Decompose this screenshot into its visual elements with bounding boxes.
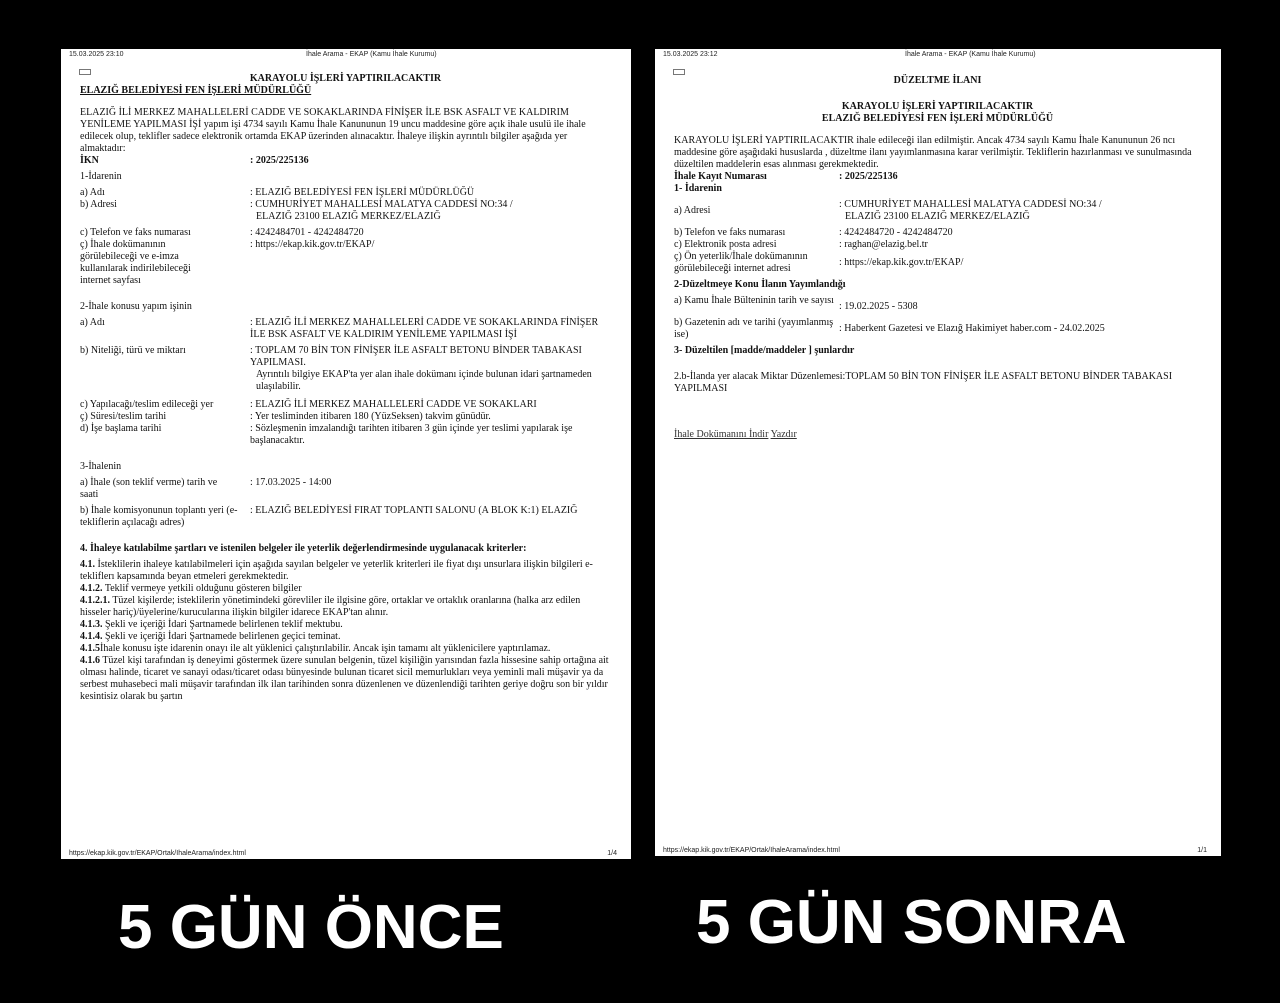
field-label: b) Gazetenin adı ve tarihi (yayımlanmış ise) (674, 317, 834, 340)
doc-authority: ELAZIĞ BELEDİYESİ FEN İŞLERİ MÜDÜRLÜĞÜ (80, 85, 312, 96)
criteria-item: 4.1.2. Teklif vermeye yetkili olduğunu gösteren bilgiler (80, 583, 302, 594)
field-row (674, 295, 1201, 313)
field-label: b) Adresi (80, 199, 117, 210)
correction-text: 2.b-İlanda yer alacak Miktar Düzenlemesi:TOPLAM 50 BİN TON FİNİŞER İLE ASFALT BETONU BİNDER TABAKASI YAPILMASI (674, 371, 1173, 394)
criteria-item: 4.1.2.1. Tüzel kişilerde; isteklilerin yönetimindeki görevliler ile ilgisine göre, ortaklar ve ortaklık oranlarına (halka arz edilen hisseler hariç)/üyelerine/kurucularına ilişkin bilgiler idarece EKAP'tan alınır. (80, 595, 581, 618)
criteria-item: 4.1.4. Şekli ve içeriği İdari Şartnamede belirlenen geçici teminat. (80, 631, 341, 642)
document-after (655, 49, 1221, 856)
field-value: : 4242484720 - 4242484720 (839, 227, 953, 238)
section-heading: 3-İhalenin (80, 461, 122, 472)
field-label: d) İşe başlama tarihi (80, 423, 162, 434)
ikn-label: İhale Kayıt Numarası (674, 171, 767, 182)
section-heading: 3- Düzeltilen [madde/maddeler ] şunlardır (674, 345, 855, 356)
field-value: : ELAZIĞ İLİ MERKEZ MAHALLELERİ CADDE VE SOKAKLARINDA FİNİŞER İLE BSK ASFALT VE KALDIRIM YENİLEME YAPILMASI İŞİ (250, 317, 599, 340)
field-label: c) Yapılacağı/teslim edileceği yer (80, 399, 214, 410)
field-row (80, 239, 611, 287)
doc-links (674, 429, 1201, 441)
doc-authority: ELAZIĞ BELEDİYESİ FEN İŞLERİ MÜDÜRLÜĞÜ (821, 113, 1054, 124)
field-row (674, 199, 1201, 223)
section-heading: 1-İdarenin (80, 171, 122, 182)
section-4-heading: 4. İhaleye katılabilme şartları ve istenilen belgeler ile yeterlik değerlendirmesinde uygulanacak kriterler: (80, 543, 527, 554)
doc-intro: ELAZIĞ İLİ MERKEZ MAHALLELERİ CADDE VE SOKAKLARINDA FİNİŞER İLE BSK ASFALT VE KALDIRIM YENİLEME YAPILMASI İŞİ yapım işi 4734 sayılı Kamu İhale Kanununun 19 uncu maddesine göre açık ihale usulü ile ihale edilecek olup, teklifler sadece elektronik ortamda EKAP üzerinden alınacaktır. İhaleye ilişkin ayrıntılı bilgiler aşağıda yer almaktadır: (80, 107, 586, 154)
field-label: b) İhale komisyonunun toplantı yeri (e-tekliflerin açılacağı adres) (80, 505, 238, 528)
field-row (80, 187, 611, 199)
field-value: : 4242484701 - 4242484720 (250, 227, 364, 238)
section-heading: 2-İhale konusu yapım işinin (80, 301, 192, 312)
criteria-item: 4.1.5İhale konusu işte idarenin onayı ile alt yüklenici çalıştırılabilir. Ancak işin tamamı alt yüklenicilere yaptırılamaz. (80, 643, 551, 654)
field-row (674, 317, 1201, 341)
correction-heading: DÜZELTME İLANI (893, 75, 982, 86)
field-value: : Sözleşmenin imzalandığı tarihten itibaren 3 gün içinde yer teslimi yapılarak işe başlanacaktır. (250, 423, 573, 446)
field-value: : ELAZIĞ BELEDİYESİ FEN İŞLERİ MÜDÜRLÜĞÜ (250, 187, 475, 198)
field-value-cont: ELAZIĞ 23100 ELAZIĞ MERKEZ/ELAZIĞ (256, 211, 441, 222)
field-value: : TOPLAM 70 BİN TON FİNİŞER İLE ASFALT BETONU BİNDER TABAKASI YAPILMASI. (250, 345, 582, 368)
ikn-value: : 2025/225136 (839, 171, 898, 182)
print-footer-url: https://ekap.kik.gov.tr/EKAP/Ortak/IhaleArama/index.html (69, 850, 246, 857)
document-body (80, 73, 611, 703)
field-value: : raghan@elazig.bel.tr (839, 239, 928, 250)
ikn-row (80, 155, 611, 167)
field-row (80, 199, 611, 223)
print-footer-page: 1/4 (607, 850, 617, 857)
section-heading: 1- İdarenin (674, 183, 722, 194)
print-footer-page: 1/1 (1197, 847, 1207, 854)
criteria-list (80, 559, 611, 703)
field-row (80, 477, 611, 501)
field-value: : https://ekap.kik.gov.tr/EKAP/ (839, 257, 964, 268)
criteria-item: 4.1.6 Tüzel kişi tarafından iş deneyimi göstermek üzere sunulan belgenin, tüzel kişiliğin yarısından fazla hissesine sahip ortağına ait olması halinde, ticaret ve sanayi odası/ticaret odası bünyesinde bulunan ticaret sicil memurlukları veya yeminli mali müşavir ya da serbest muhasebeci mali müşavir tarafından ilk ilan tarihinden sonra düzenlenen ve düzenlendiği tarihten geriye doğru son bir yıldır kesintisiz olarak bu şartın (80, 655, 609, 702)
doc-title: KARAYOLU İŞLERİ YAPTIRILACAKTIR (841, 101, 1034, 112)
print-header-title: İhale Arama - EKAP (Kamu İhale Kurumu) (306, 51, 437, 58)
field-value: : Haberkent Gazetesi ve Elazığ Hakimiyet haber.com - 24.02.2025 (839, 323, 1105, 334)
field-label: a) Adresi (674, 205, 711, 216)
field-label: b) Niteliği, türü ve miktarı (80, 345, 186, 356)
field-value: : ELAZIĞ BELEDİYESİ FIRAT TOPLANTI SALONU (A BLOK K:1) ELAZIĞ (250, 505, 578, 516)
field-value: : 19.02.2025 - 5308 (839, 301, 918, 312)
field-value: : 17.03.2025 - 14:00 (250, 477, 332, 488)
field-label: a) İhale (son teklif verme) tarih ve saati (80, 477, 218, 500)
print-header-date: 15.03.2025 23:12 (663, 51, 718, 58)
field-row (674, 251, 1201, 275)
field-label: c) Telefon ve faks numarası (80, 227, 191, 238)
field-row (80, 423, 611, 447)
field-row (80, 317, 611, 341)
field-label: a) Adı (80, 317, 105, 328)
field-row (80, 345, 611, 393)
ikn-value: : 2025/225136 (250, 155, 309, 166)
section-heading: 2-Düzeltmeye Konu İlanın Yayımlandığı (674, 279, 846, 290)
field-label: c) Elektronik posta adresi (674, 239, 777, 250)
field-row (80, 227, 611, 239)
field-row (80, 399, 611, 411)
print-header-date: 15.03.2025 23:10 (69, 51, 124, 58)
doc-intro: KARAYOLU İŞLERİ YAPTIRILACAKTIR ihale edileceği ilan edilmiştir. Ancak 4734 sayılı Kamu İhale Kanununun 26 ncı maddesine göre aşağıdaki hususlarda , düzeltme ilanı yayımlanmasına karar verilmiştir. Tekliflerin hazırlanması ve sunulmasında düzeltilen maddelerin esas alınması gerekmektedir. (674, 135, 1192, 170)
field-note: Ayrıntılı bilgiye EKAP'ta yer alan ihale dokümanı içinde bulunan idari şartnameden ulaşılabilir. (256, 369, 592, 392)
field-row (674, 239, 1201, 251)
field-label: b) Telefon ve faks numarası (674, 227, 786, 238)
print-link[interactable]: Yazdır (770, 429, 797, 440)
caption-before: 5 GÜN ÖNCE (118, 893, 504, 962)
document-body (674, 75, 1201, 441)
field-label: ç) Ön yeterlik/İhale dokümanının görülebileceği internet adresi (674, 251, 808, 274)
ikn-row (674, 171, 1201, 183)
field-value: : CUMHURİYET MAHALLESİ MALATYA CADDESİ NO:34 / (250, 199, 513, 210)
field-row (674, 227, 1201, 239)
print-header-title: İhale Arama - EKAP (Kamu İhale Kurumu) (905, 51, 1036, 58)
field-value: : ELAZIĞ İLİ MERKEZ MAHALLELERİ CADDE VE SOKAKLARI (250, 399, 537, 410)
field-value: : CUMHURİYET MAHALLESİ MALATYA CADDESİ NO:34 / (839, 199, 1102, 210)
field-label: a) Kamu İhale Bülteninin tarih ve sayısı (674, 295, 834, 306)
print-footer-url: https://ekap.kik.gov.tr/EKAP/Ortak/IhaleArama/index.html (663, 847, 840, 854)
field-value: : Yer tesliminden itibaren 180 (YüzSeksen) takvim günüdür. (250, 411, 491, 422)
field-value: : https://ekap.kik.gov.tr/EKAP/ (250, 239, 375, 250)
field-label: a) Adı (80, 187, 105, 198)
field-row (80, 411, 611, 423)
criteria-item: 4.1. İsteklilerin ihaleye katılabilmeleri için aşağıda sayılan belgeler ve yeterlik kriterleri ile fiyat dışı unsurlara ilişkin bilgileri e-tekliflerı kapsamında beyan etmeleri gerekmektedir. (80, 559, 593, 582)
ikn-label: İKN (80, 155, 99, 166)
caption-after: 5 GÜN SONRA (696, 888, 1127, 957)
field-label: ç) Süresi/teslim tarihi (80, 411, 167, 422)
doc-title: KARAYOLU İŞLERİ YAPTIRILACAKTIR (249, 73, 442, 84)
criteria-item: 4.1.3. Şekli ve içeriği İdari Şartnamede belirlenen teklif mektubu. (80, 619, 343, 630)
field-label: ç) İhale dokümanının görülebileceği ve e-imza kullanılarak indirilebileceği internet sayfası (80, 239, 191, 286)
field-row (80, 505, 611, 529)
document-before (61, 49, 631, 859)
field-value-cont: ELAZIĞ 23100 ELAZIĞ MERKEZ/ELAZIĞ (845, 211, 1030, 222)
download-document-link[interactable]: İhale Dokümanını İndir (674, 429, 769, 440)
